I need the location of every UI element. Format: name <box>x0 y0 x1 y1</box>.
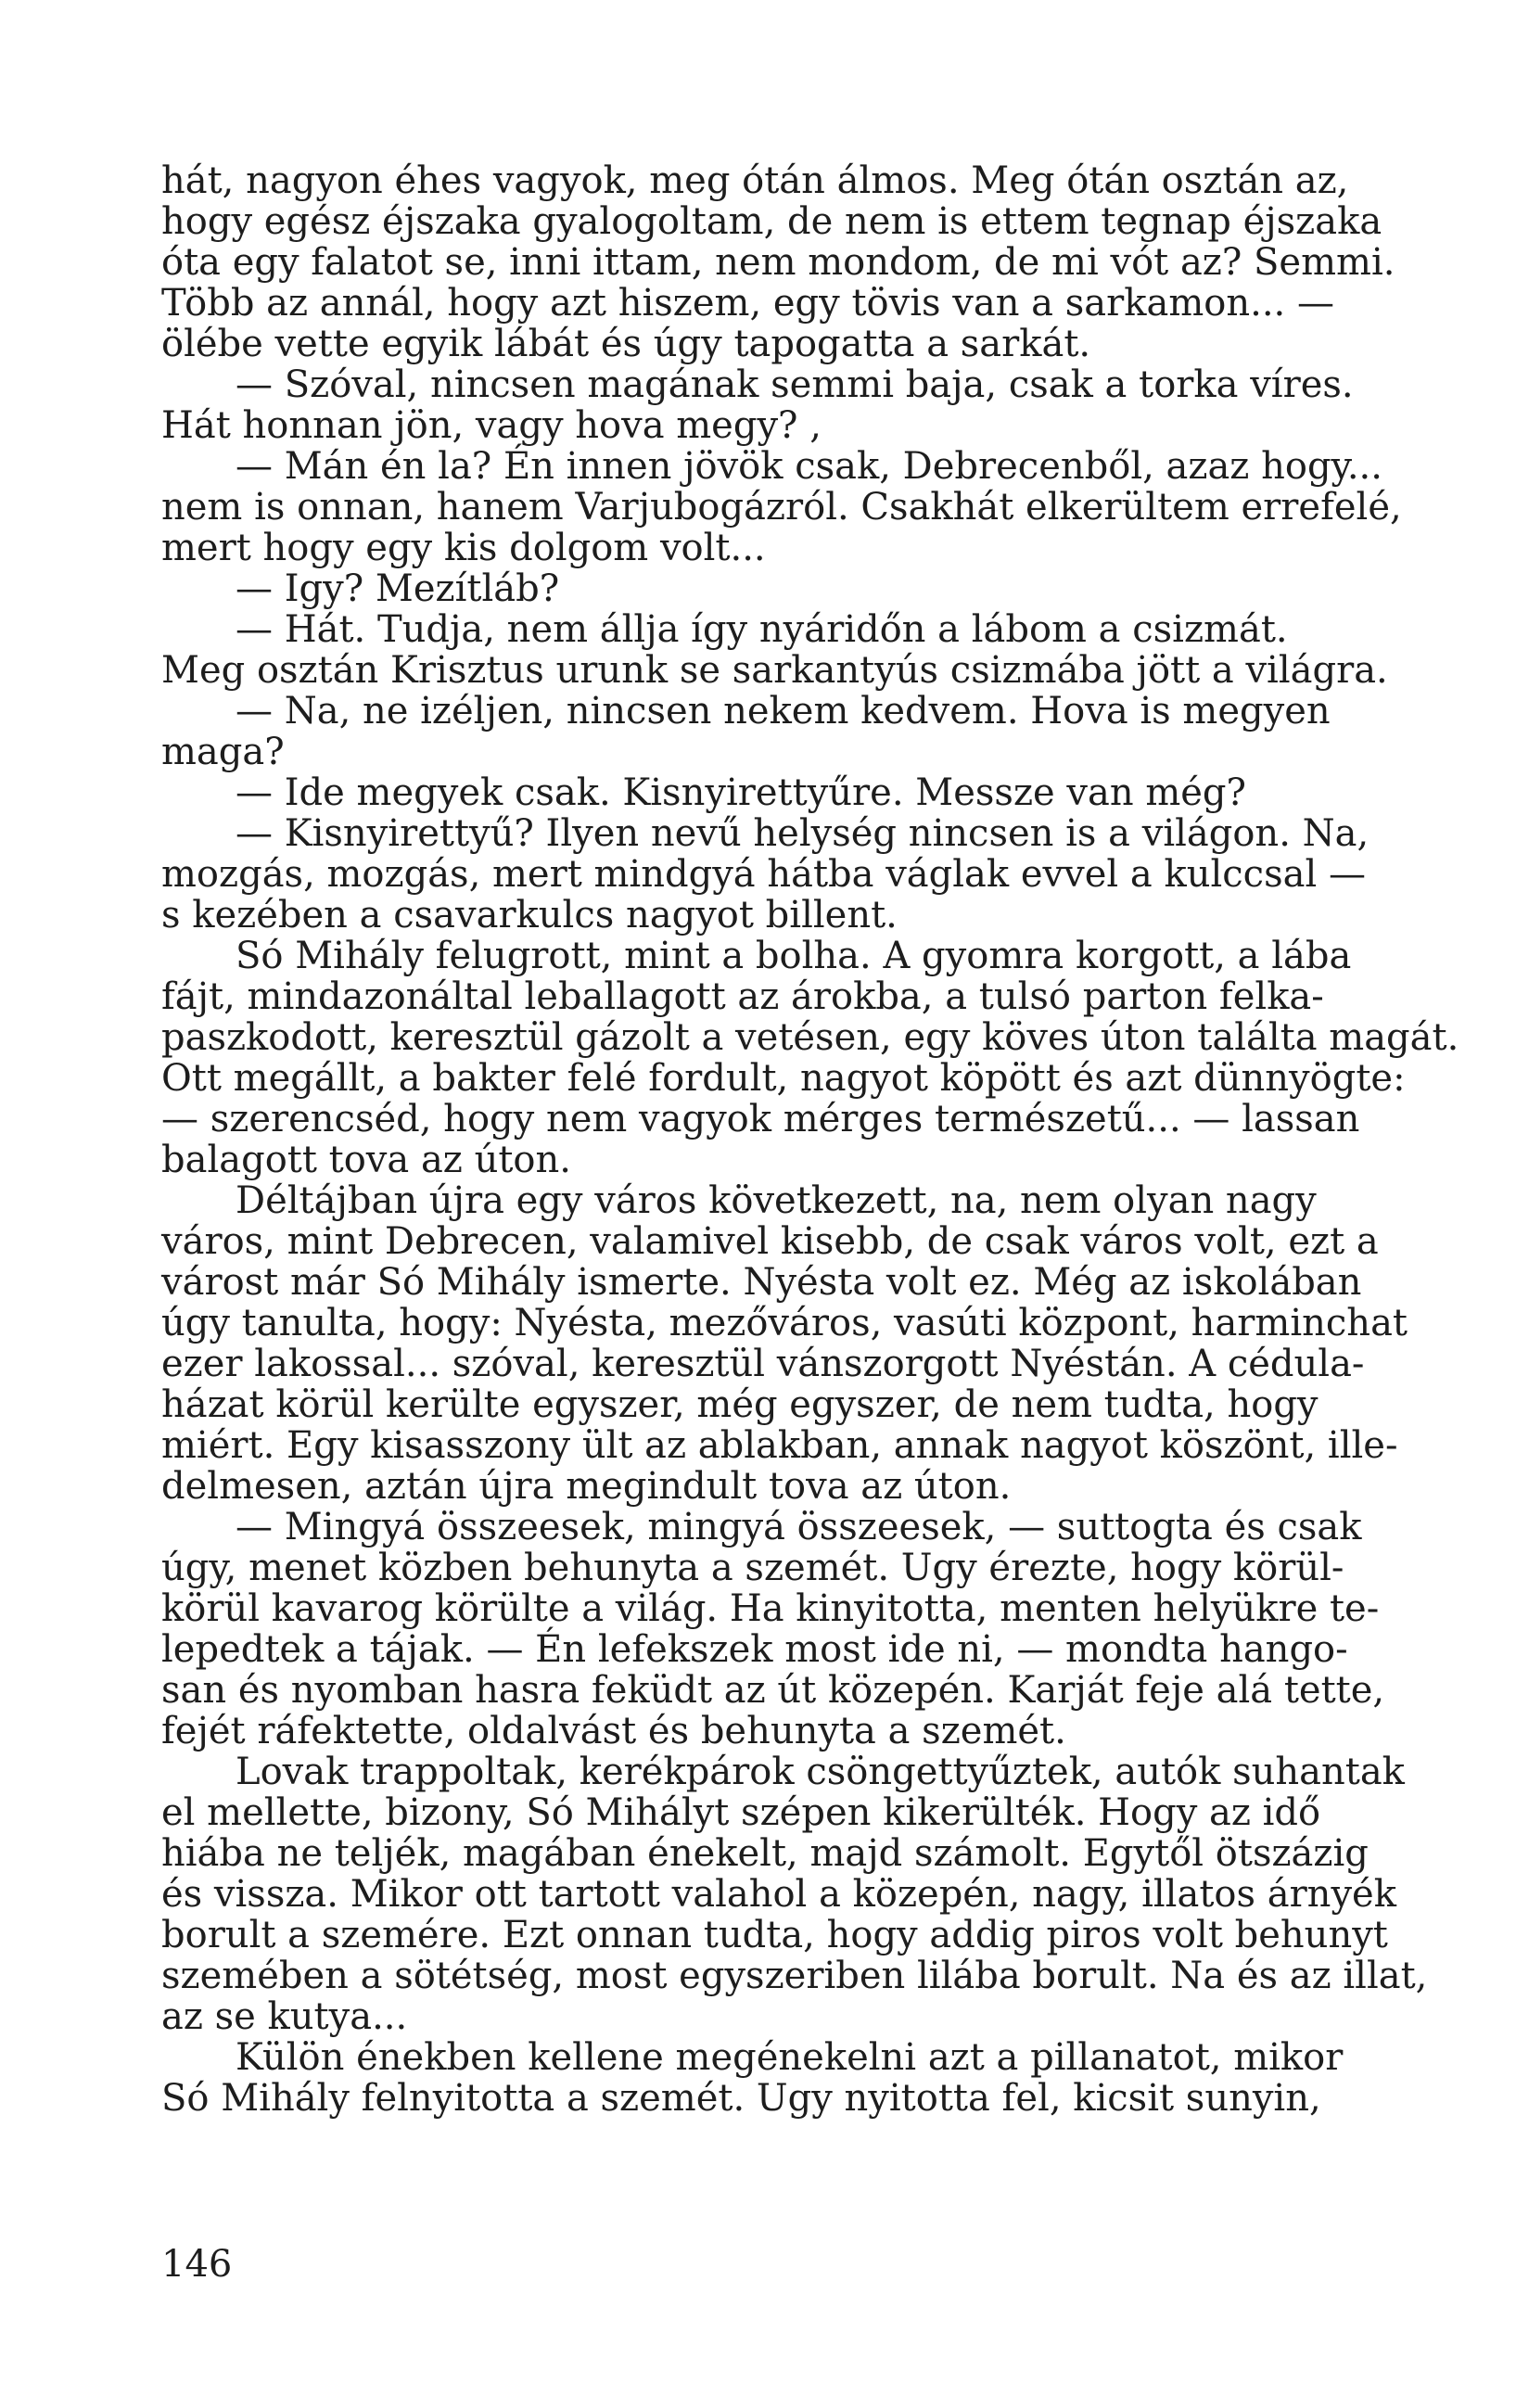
text-line: Hát honnan jön, vagy hova megy? , <box>161 404 822 447</box>
text-line: hát, nagyon éhes vagyok, meg ótán álmos. Meg ótán osztán az, <box>161 159 1349 202</box>
text-line: hiába ne teljék, magában énekelt, majd számolt. Egytől ötszázig <box>161 1832 1369 1875</box>
text-line: hogy egész éjszaka gyalogoltam, de nem is ettem tegnap éjszaka <box>161 200 1382 243</box>
text-line: s kezében a csavarkulcs nagyot billent. <box>161 894 898 936</box>
text-line: ölébe vette egyik lábát és úgy tapogatta a sarkát. <box>161 323 1091 365</box>
text-line: borult a szemére. Ezt onnan tudta, hogy addig piros volt behunyt <box>161 1914 1388 1956</box>
text-line: házat körül kerülte egyszer, még egyszer, de nem tudta, hogy <box>161 1383 1319 1426</box>
text-line: Több az annál, hogy azt hiszem, egy tövis van a sarkamon... — <box>161 282 1334 325</box>
text-line: Déltájban újra egy város következett, na, nem olyan nagy <box>236 1179 1317 1222</box>
text-line: várost már Só Mihály ismerte. Nyésta volt ez. Még az iskolában <box>161 1261 1362 1304</box>
text-line: óta egy falatot se, inni ittam, nem mondom, de mi vót az? Semmi. <box>161 241 1395 284</box>
text-line: lepedtek a tájak. — Én lefekszek most ide ni, — mondta hango- <box>161 1628 1348 1671</box>
text-line: — Mingyá összeesek, mingyá összeesek, — suttogta és csak <box>236 1506 1362 1548</box>
text-line: Lovak trappoltak, kerékpárok csöngettyűztek, autók suhantak <box>236 1751 1405 1793</box>
text-line: mozgás, mozgás, mert mindgyá hátba váglak evvel a kulccsal — <box>161 853 1366 896</box>
text-line: és vissza. Mikor ott tartott valahol a közepén, nagy, illatos árnyék <box>161 1873 1396 1916</box>
text-line: — Mán én la? Én innen jövök csak, Debrecenből, azaz hogy... <box>236 445 1382 488</box>
text-line: úgy tanulta, hogy: Nyésta, mezőváros, vasúti központ, harminchat <box>161 1302 1408 1344</box>
page-number: 146 <box>161 2243 233 2286</box>
text-line: el mellette, bizony, Só Mihályt szépen kikerülték. Hogy az idő <box>161 1791 1321 1834</box>
text-line: — Szóval, nincsen magának semmi baja, csak a torka víres. <box>236 363 1354 406</box>
text-line: — szerencséd, hogy nem vagyok mérges természetű... — lassan <box>161 1098 1360 1140</box>
text-line: san és nyomban hasra feküdt az út közepén. Karját feje alá tette, <box>161 1669 1385 1712</box>
text-line: Só Mihály felnyitotta a szemét. Ugy nyitotta fel, kicsit sunyin, <box>161 2077 1321 2120</box>
text-line: delmesen, aztán újra megindult tova az úton. <box>161 1465 1012 1508</box>
text-line: mert hogy egy kis dolgom volt... <box>161 527 766 569</box>
text-line: város, mint Debrecen, valamivel kisebb, de csak város volt, ezt a <box>161 1220 1379 1263</box>
text-line: — Hát. Tudja, nem állja így nyáridőn a lábom a csizmát. <box>236 608 1288 651</box>
text-line: körül kavarog körülte a világ. Ha kinyitotta, menten helyükre te- <box>161 1587 1380 1630</box>
text-line: fájt, mindazonáltal leballagott az árokba, a tulsó parton felka- <box>161 975 1324 1018</box>
text-line: Só Mihály felugrott, mint a bolha. A gyomra korgott, a lába <box>236 935 1352 977</box>
text-line: — Na, ne izéljen, nincsen nekem kedvem. Hova is megyen <box>236 690 1331 733</box>
text-line: — Kisnyirettyű? Ilyen nevű helység nincsen is a világon. Na, <box>236 812 1369 855</box>
text-line: szemében a sötétség, most egyszeriben lilába borult. Na és az illat, <box>161 1955 1428 1997</box>
text-line: — Igy? Mezítláb? <box>236 567 560 610</box>
text-line: ezer lakossal... szóval, keresztül vánszorgott Nyéstán. A cédula- <box>161 1343 1365 1385</box>
text-line: Ott megállt, a bakter felé fordult, nagyot köpött és azt dünnyögte: <box>161 1057 1406 1100</box>
text-line: Meg osztán Krisztus urunk se sarkantyús csizmába jött a világra. <box>161 649 1388 692</box>
text-line: maga? <box>161 731 285 773</box>
text-line: — Ide megyek csak. Kisnyirettyűre. Messze van még? <box>236 771 1246 814</box>
text-line: fejét ráfektette, oldalvást és behunyta a szemét. <box>161 1710 1066 1752</box>
text-line: miért. Egy kisasszony ült az ablakban, annak nagyot köszönt, ille- <box>161 1424 1398 1467</box>
text-line: az se kutya... <box>161 1995 408 2038</box>
text-line: nem is onnan, hanem Varjubogázról. Csakhát elkerültem errefelé, <box>161 486 1402 529</box>
text-line: Külön énekben kellene megénekelni azt a pillanatot, mikor <box>236 2036 1344 2079</box>
text-line: balagott tova az úton. <box>161 1139 571 1181</box>
text-line: úgy, menet közben behunyta a szemét. Ugy érezte, hogy körül- <box>161 1547 1344 1589</box>
text-line: paszkodott, keresztül gázolt a vetésen, egy köves úton találta magát. <box>161 1016 1459 1059</box>
